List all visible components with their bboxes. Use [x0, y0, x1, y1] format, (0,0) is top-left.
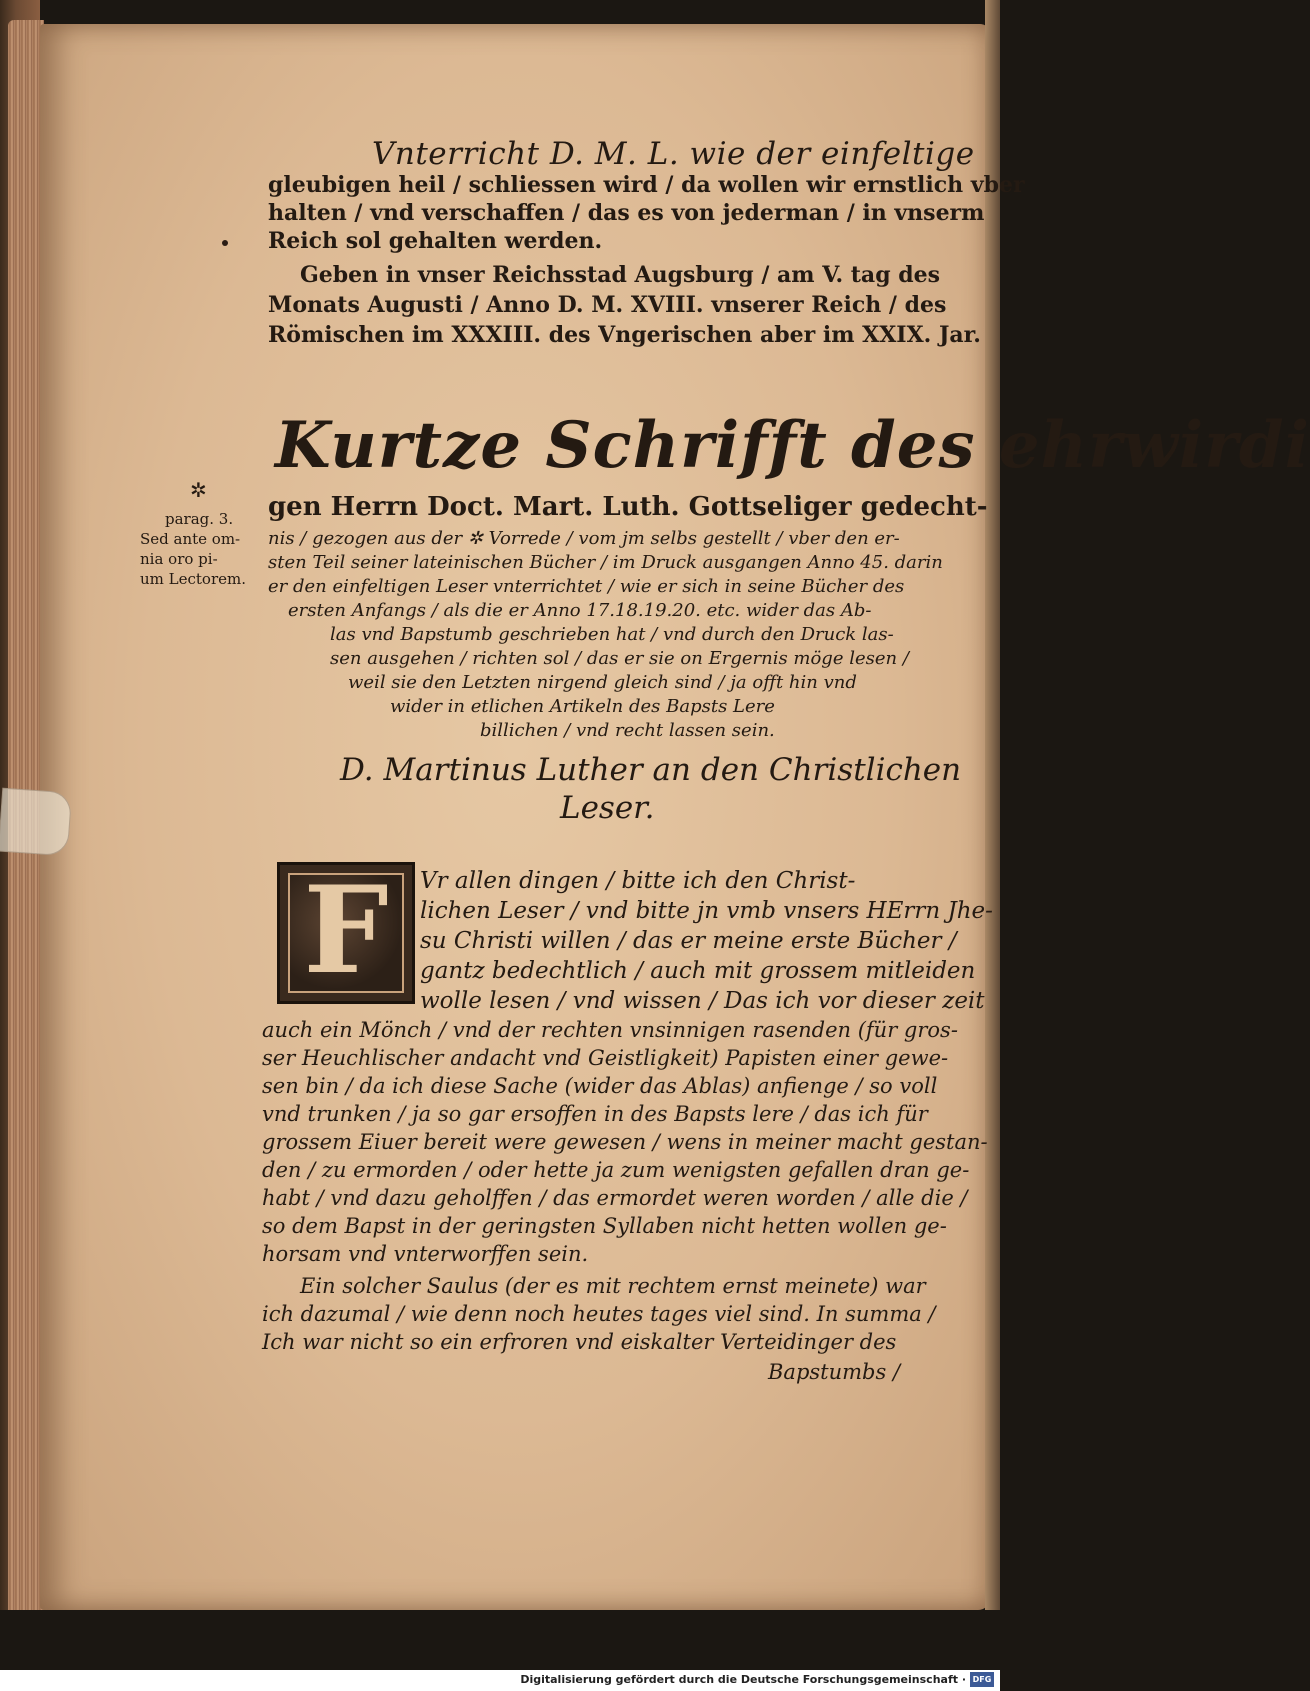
ink-speck: [222, 240, 228, 246]
catchword: Bapstumbs /: [768, 1360, 901, 1384]
body-line: ser Heuchlischer andacht vnd Geistligkeit) Papisten einer gewe-: [262, 1046, 949, 1070]
paragraph-1-line: Monats Augusti / Anno D. M. XVIII. vnserer Reich / des: [268, 292, 947, 318]
margin-note-line: um Lectorem.: [140, 570, 246, 588]
title-paragraph-line: gen Herrn Doct. Mart. Luth. Gottseliger gedecht-: [268, 492, 988, 522]
body-line: grossem Eiuer bereit were gewesen / wens in meiner macht gestan-: [262, 1130, 988, 1154]
address-heading: D. Martinus Luther an den Christlichen: [340, 752, 962, 788]
body-line: sen bin / da ich diese Sache (wider das Ablas) anfienge / so voll: [262, 1074, 938, 1098]
paragraph-1-line: Reich sol gehalten werden.: [268, 228, 603, 254]
body-line: so dem Bapst in der geringsten Syllaben nicht hetten wollen ge-: [262, 1214, 947, 1238]
title-paragraph-line: ersten Anfangs / als die er Anno 17.18.19.20. etc. wider das Ab-: [288, 600, 872, 621]
address-heading: Leser.: [560, 790, 655, 826]
scan-background: [0, 1610, 1000, 1670]
funding-credit: Digitalisierung gefördert durch die Deutsche Forschungsgemeinschaft ·: [520, 1673, 966, 1686]
title-paragraph-line: weil sie den Letzten nirgend gleich sind / ja offt hin vnd: [348, 672, 857, 693]
paragraph-1-line: gleubigen heil / schliessen wird / da wollen wir ernstlich vber: [268, 172, 1025, 198]
body-line: Vr allen dingen / bitte ich den Christ-: [420, 868, 856, 894]
margin-note-line: Sed ante om-: [140, 530, 241, 548]
title-paragraph-line: billichen / vnd recht lassen sein.: [480, 720, 775, 741]
body-line: lichen Leser / vnd bitte jn vmb vnsers HErrn Jhe-: [420, 898, 993, 924]
body-line: auch ein Mönch / vnd der rechten vnsinnigen rasenden (für gros-: [262, 1018, 958, 1042]
body-line: horsam vnd vnterworffen sein.: [262, 1242, 589, 1266]
title-paragraph-line: wider in etlichen Artikeln des Bapsts Lere: [390, 696, 775, 717]
title-paragraph-line: sten Teil seiner lateinischen Bücher / im Druck ausgangen Anno 45. darin: [268, 552, 943, 573]
title-paragraph-line: er den einfeltigen Leser vnterrichtet / wie er sich in seine Bücher des: [268, 576, 905, 597]
decorated-initial: [277, 862, 415, 1004]
body-line: Ein solcher Saulus (der es mit rechtem ernst meinete) war: [300, 1274, 926, 1298]
margin-note-line: nia oro pi-: [140, 550, 218, 568]
body-line: habt / vnd dazu geholffen / das ermordet weren worden / alle die /: [262, 1186, 968, 1210]
body-line: su Christi willen / das er meine erste Bücher /: [420, 928, 957, 954]
margin-symbol: ✲: [190, 478, 207, 502]
paragraph-1-line: Römischen im XXXIII. des Vngerischen aber im XXIX. Jar.: [268, 322, 981, 348]
right-page-edge: [985, 0, 1000, 1640]
title-paragraph-line: sen ausgehen / richten sol / das er sie on Ergernis möge lesen /: [330, 648, 909, 669]
margin-note-line: parag. 3.: [165, 510, 234, 528]
initial-letter: F: [303, 860, 389, 1001]
body-line: ich dazumal / wie denn noch heutes tages viel sind. In summa /: [262, 1302, 936, 1326]
body-line: wolle lesen / vnd wissen / Das ich vor dieser zeit: [420, 988, 985, 1014]
paragraph-1-line: Geben in vnser Reichsstad Augsburg / am V. tag des: [300, 262, 940, 288]
body-line: vnd trunken / ja so gar ersoffen in des Bapsts lere / das ich für: [262, 1102, 928, 1126]
running-head: Vnterricht D. M. L. wie der einfeltige: [372, 136, 975, 172]
title-paragraph-line: nis / gezogen aus der ✲ Vorrede / vom jm selbs gestellt / vber den er-: [268, 528, 900, 549]
paragraph-1-line: halten / vnd verschaffen / das es von jederman / in vnserm: [268, 200, 985, 226]
document-title: Kurtze Schrifft des ehrwirdi: [275, 408, 1310, 483]
title-paragraph-line: las vnd Bapstumb geschrieben hat / vnd durch den Druck las-: [330, 624, 894, 645]
body-line: den / zu ermorden / oder hette ja zum wenigsten gefallen dran ge-: [262, 1158, 970, 1182]
body-line: Ich war nicht so ein erfroren vnd eiskalter Verteidinger des: [262, 1330, 897, 1354]
dfg-logo: DFG: [970, 1672, 994, 1687]
bookmark-tab: [0, 788, 72, 857]
body-line: gantz bedechtlich / auch mit grossem mitleiden: [420, 958, 976, 984]
digitization-footer: [0, 1670, 1000, 1691]
